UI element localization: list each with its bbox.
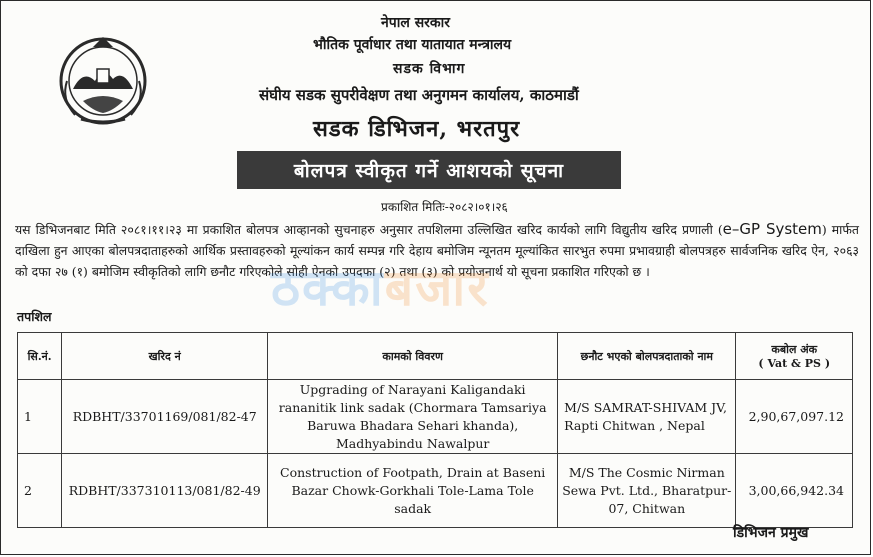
header-amount <box>736 333 853 380</box>
header-amount-line2: ( Vat & PS ) <box>758 357 831 370</box>
watermark-part-2: बजार <box>384 259 490 317</box>
row-procurement-no: RDBHT/33701169/081/82-47 <box>62 380 268 454</box>
row-bidder: M/S SAMRAT-SHIVAM JV, Rapti Chitwan , Nepal <box>558 380 736 454</box>
government-name: नेपाल सरकार <box>381 15 451 31</box>
signatory-title: डिभिजन प्रमुख <box>733 525 809 541</box>
body-part-1: यस डिभिजनबाट मिति २०८१।११।२३ मा प्रकाशित बोलपत्र आव्हानको सुचनाहरु अनुसार तपशिलमा उल्लिखित खरिद कार्यको लागि विद्युतीय खरिद प्रणाली ( <box>15 222 723 237</box>
department-name: सडक विभाग <box>393 61 466 77</box>
details-label: तपशिल <box>17 309 52 324</box>
published-date: प्रकाशित मितिः-२०८२।०१।२६ <box>381 200 508 214</box>
table-row <box>18 380 853 454</box>
notice-body <box>15 219 859 282</box>
nepal-government-emblem <box>53 29 153 129</box>
division-title: सडक डिभिजन, भरतपुर <box>313 116 521 142</box>
row-procurement-no: RDBHT/337310113/081/82-49 <box>62 454 268 528</box>
header-procurement-no: खरिद नं <box>62 333 268 380</box>
table-row <box>18 454 853 528</box>
ministry-name: भौतिक पूर्वाधार तथा यातायात मन्त्रालय <box>313 37 512 53</box>
row-description: Construction of Footpath, Drain at Baseni Bazar Chowk-Gorkhali Tole-Lama Tole sadak <box>268 454 558 528</box>
notice-banner <box>237 151 621 189</box>
row-bidder: M/S The Cosmic Nirman Sewa Pvt. Ltd., Bharatpur-07, Chitwan <box>558 454 736 528</box>
header-bidder: छनौट भएको बोलपत्रदाताको नाम <box>558 333 736 380</box>
header-amount-line1: कबोल अंक <box>771 343 818 356</box>
notice-title: बोलपत्र स्वीकृत गर्ने आशयको सूचना <box>293 160 565 182</box>
body-part-2: ) मार्फत दाखिला हुन आएका बोलपत्रदाताहरुको आर्थिक प्रस्तावहरुको मूल्यांकन कार्य सम्पन्न गरि देहाय बमोजिम न्यूनतम मूल्यांकित सारभुत रुपमा प्रभावग्राही बोलपत्रहरु सार्वजनिक खरिद ऐन, २०६३ को दफा २७ (१) बमोजिम स्वीकृतिको लागि छनौट गरिएकोले सोही ऐनको उपदफा (२) तथा (३) को प्रयोजनार्थ यो सूचना प्रकाशित गरिएको छ । <box>15 222 859 279</box>
header-sn: सि.नं. <box>18 333 62 380</box>
row-amount: 3,00,66,942.34 <box>736 454 853 528</box>
row-amount: 2,90,67,097.12 <box>736 380 853 454</box>
bid-acceptance-table <box>17 332 853 528</box>
office-name: संघीय सडक सुपरीवेक्षण तथा अनुगमन कार्यालय, काठमाडौं <box>259 86 579 104</box>
watermark-part-1: ठक्का <box>271 259 385 317</box>
row-sn: 1 <box>18 380 62 454</box>
row-sn: 2 <box>18 454 62 528</box>
egp-system-label: e–GP System <box>722 220 822 238</box>
header-description: कामको विवरण <box>268 333 558 380</box>
table-header-row <box>18 333 853 380</box>
row-description: Upgrading of Narayani Kaligandaki rananitik link sadak (Chormara Tamsariya Baruwa Bhadara Sehari khanda), Madhyabindu Nawalpur <box>268 380 558 454</box>
